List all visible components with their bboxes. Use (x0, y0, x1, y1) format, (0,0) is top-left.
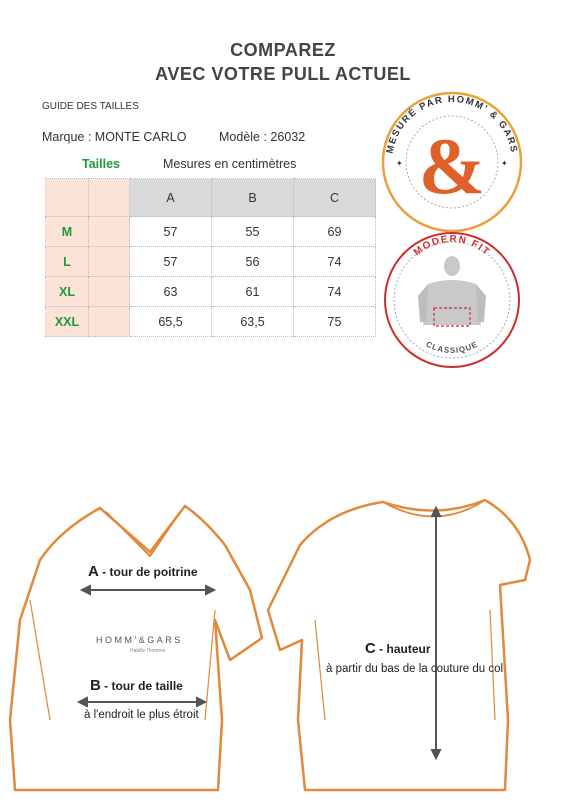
value-a: 57 (130, 217, 212, 247)
value-a: 63 (130, 277, 212, 307)
waist-letter: B (90, 677, 101, 694)
column-b-header: B (212, 179, 294, 217)
value-b: 63,5 (212, 307, 294, 337)
value-c: 74 (294, 277, 376, 307)
fit-badge-bottom-text: CLASSIQUE (424, 339, 480, 356)
waist-note: à l'endroit le plus étroit (84, 709, 199, 721)
chest-arrow (82, 586, 214, 594)
star-icon: ✦ (396, 159, 403, 168)
brand-logo-tagline: Habille l'homme (130, 648, 166, 654)
value-b: 55 (212, 217, 294, 247)
waist-arrow (79, 698, 205, 706)
height-text: - hauteur (375, 642, 431, 656)
value-a: 65,5 (130, 307, 212, 337)
height-arrow (432, 508, 440, 758)
title-line-2: AVEC VOTRE PULL ACTUEL (155, 64, 411, 84)
value-a: 57 (130, 247, 212, 277)
brand-label: Marque : MONTE CARLO (42, 130, 187, 144)
size-label: XXL (46, 307, 89, 337)
waist-label (90, 677, 183, 694)
waist-text: - tour de taille (100, 679, 183, 693)
value-b: 61 (212, 277, 294, 307)
guide-label: GUIDE DES TAILLES (42, 101, 139, 112)
brand-logo: HOMM'&GARS (96, 635, 183, 645)
title-line-1: COMPAREZ (230, 40, 336, 60)
height-letter: C (365, 640, 376, 657)
value-c: 74 (294, 247, 376, 277)
size-label: XL (46, 277, 89, 307)
sizes-header: Tailles (82, 157, 120, 171)
measured-badge-text: MESURÉ PAR HOMM' & GARS (384, 93, 520, 155)
model-label: Modèle : 26032 (219, 130, 306, 144)
size-label: L (46, 247, 89, 277)
height-label (365, 640, 431, 657)
chest-letter: A (88, 563, 99, 580)
value-b: 56 (212, 247, 294, 277)
ampersand-icon: & (418, 123, 486, 211)
measures-header: Mesures en centimètres (163, 157, 297, 171)
chest-text: - tour de poitrine (98, 565, 198, 579)
column-a-header: A (130, 179, 212, 217)
height-note: à partir du bas de la couture du col (326, 663, 504, 675)
star-icon: ✦ (501, 159, 508, 168)
fit-badge-top-text: MODERN FIT (411, 233, 493, 259)
chest-label (88, 563, 198, 580)
value-c: 69 (294, 217, 376, 247)
value-c: 75 (294, 307, 376, 337)
column-c-header: C (294, 179, 376, 217)
size-label: M (46, 217, 89, 247)
